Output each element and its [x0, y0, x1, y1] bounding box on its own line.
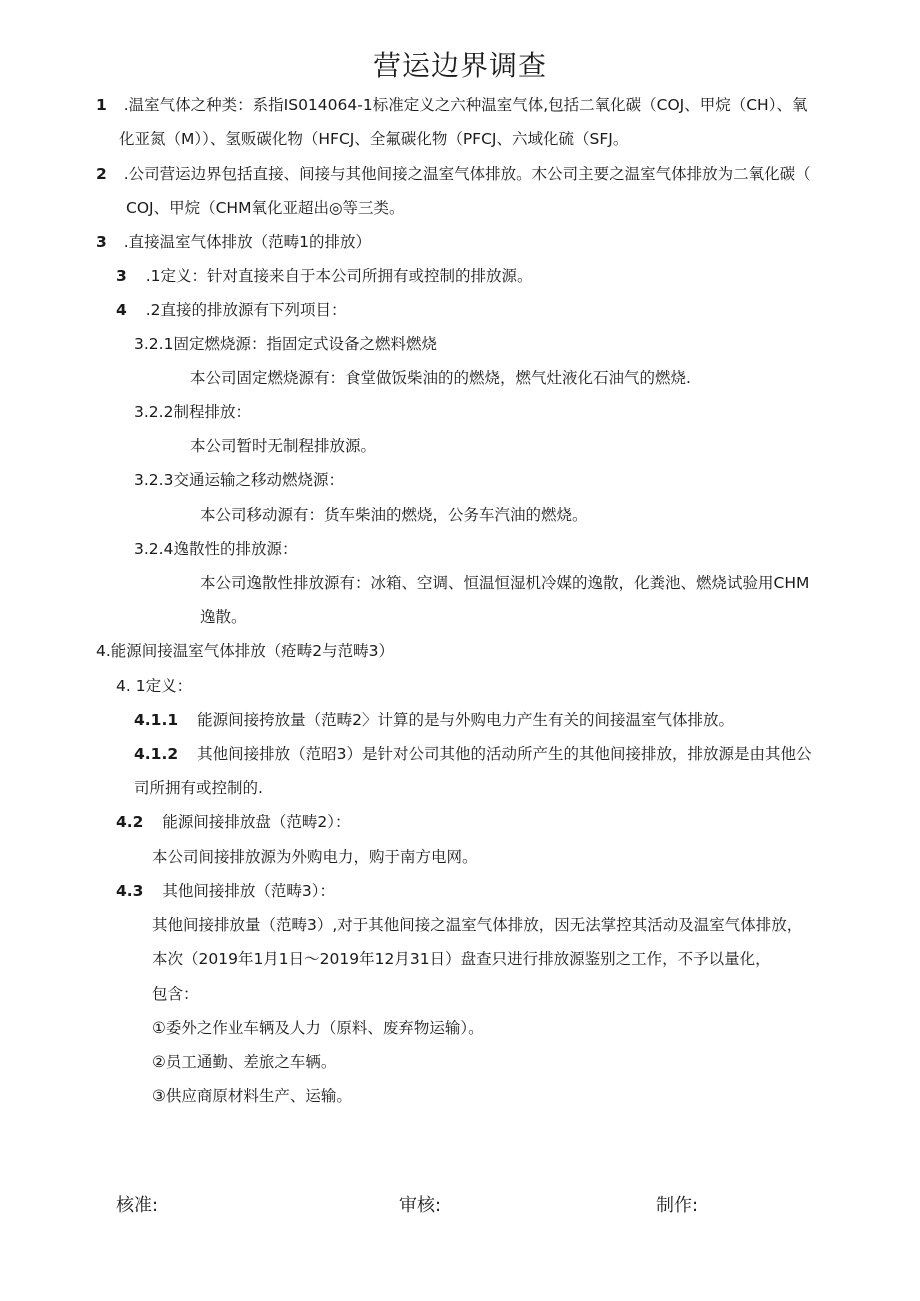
section-1-text: .温室气体之种类：系指IS014064-1标准定义之六种温室气体,包括二氧化碳（COJ、甲烷（CH）、氧 [123, 96, 808, 114]
item-3-2-3-label: 3.2.3交通运输之移动燃烧源： [134, 471, 344, 489]
subsection-3-2-text: .2直接的排放源有下列项目： [145, 301, 347, 319]
item-4-1-2 [134, 743, 811, 765]
section-1-line-2: 化亚氮（M））、氢贩碳化物（HFCJ、全氟碳化物（PFCJ、六域化硫（SFJ。 [119, 130, 629, 148]
section-1-number: 1 [96, 96, 107, 114]
subsection-3-2-number: 4 [116, 301, 127, 319]
section-3-text: .直接温室气体排放（范畴1的排放） [123, 233, 372, 251]
item-4-1-1-number: 4.1.1 [134, 711, 179, 729]
item-3-2-4-body-line-2: 逸散。 [200, 608, 247, 626]
subsection-3-1 [116, 265, 533, 287]
item-3-2-4-body-line-1: 本公司逸散性排放源有：冰箱、空调、恒温恒湿机冷媒的逸散，化粪池、燃烧试验用CHM [200, 574, 810, 592]
subsection-4-2-body: 本公司间接排放源为外购电力，购于南方电网。 [152, 848, 478, 866]
subsection-4-2 [116, 811, 351, 833]
list-item-1: ①委外之作业车辆及人力（原料、废弃物运输）。 [152, 1019, 484, 1037]
page-title: 营运边界调查 [372, 49, 547, 82]
item-3-2-4-label: 3.2.4逸散性的排放源： [134, 540, 298, 558]
section-3-heading [96, 231, 371, 253]
subsection-4-3-body-3: 包含： [152, 985, 199, 1003]
section-3-number: 3 [96, 233, 107, 251]
list-item-2: ②员工通勤、差旅之车辆。 [152, 1053, 337, 1071]
item-4-1-1-text: 能源间接挎放量（范畴2〉计算的是与外购电力产生有关的间接温室气体排放。 [197, 711, 734, 729]
subsection-3-1-number: 3 [116, 267, 127, 285]
item-4-1-2-number: 4.1.2 [134, 745, 179, 763]
subsection-4-3-body-2: 本次（2019年1月1日～2019年12月31日）盘查只进行排放源鉴别之工作，不予以量化， [152, 950, 771, 968]
subsection-4-3 [116, 880, 335, 902]
section-2-line-2: COJ、甲烷（CHM氧化亚超出◎等三类。 [126, 199, 405, 217]
item-3-2-3-body: 本公司移动源有：货车柴油的燃烧，公务车汽油的燃烧。 [200, 506, 588, 524]
item-3-2-2-label: 3.2.2制程排放： [134, 403, 251, 421]
section-4-heading: 4.能源间接温室气体排放（疮畴2与范畴3） [96, 642, 395, 660]
item-3-2-1-body: 本公司固定燃烧源有：食堂做饭柴油的的燃烧，燃气灶液化石油气的燃烧. [190, 369, 691, 387]
subsection-3-2 [116, 299, 347, 321]
subsection-4-2-text: 能源间接排放盘（范畴2）： [162, 813, 351, 831]
item-4-1-1 [134, 709, 734, 731]
item-3-2-2-body: 本公司暂时无制程排放源。 [190, 437, 377, 455]
section-2-text: .公司营运边界包括直接、间接与其他间接之温室气体排放。木公司主要之温室气体排放为二氧化碳（ [123, 165, 811, 183]
item-4-1-2-line-2: 司所拥有或控制的. [134, 779, 263, 797]
review-label: 审核: [399, 1195, 442, 1216]
subsection-4-3-number: 4.3 [116, 882, 144, 900]
section-2-line-1 [96, 163, 811, 185]
subsection-4-3-body-1: 其他间接排放量（范畴3）,对于其他间接之温室气体排放，因无法掌控其活动及温室气体排放， [152, 916, 803, 934]
item-3-2-1-label: 3.2.1固定燃烧源：指固定式设备之燃料燃烧 [134, 335, 437, 353]
subsection-4-1: 4. 1定义： [116, 677, 193, 695]
section-2-number: 2 [96, 165, 107, 183]
subsection-4-3-text: 其他间接排放（范畴3）： [162, 882, 336, 900]
item-4-1-2-text: 其他间接排放（范昭3）是针对公司其他的活动所产生的其他间接排放，排放源是由其他公 [197, 745, 812, 763]
subsection-4-2-number: 4.2 [116, 813, 144, 831]
list-item-3: ③供应商原材料生产、运输。 [152, 1087, 352, 1105]
prepare-label: 制作: [656, 1195, 699, 1216]
approve-label: 核准: [116, 1195, 159, 1216]
subsection-3-1-text: .1定义：针对直接来自于本公司所拥有或控制的排放源。 [145, 267, 533, 285]
section-1-line-1 [96, 94, 807, 116]
